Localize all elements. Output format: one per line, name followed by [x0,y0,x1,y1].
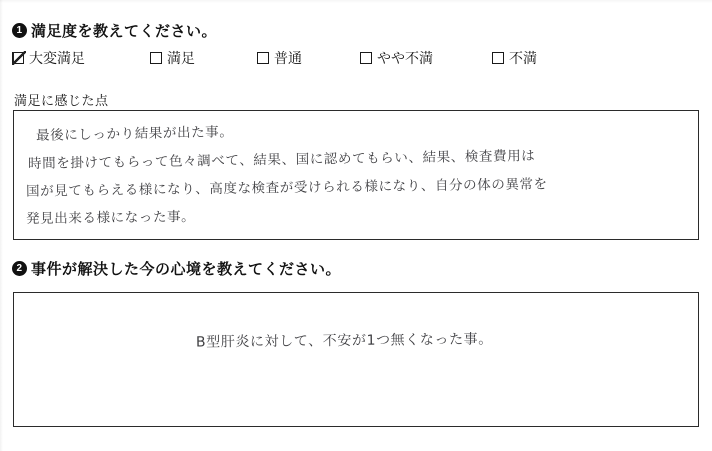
checkbox-satisfied[interactable] [150,52,162,64]
choice-label: やや不満 [377,50,433,66]
choice-somewhat-dissatisfied[interactable] [360,48,433,68]
scan-edge-top [0,0,712,3]
question-2-heading [12,258,341,279]
handwritten-line: 最後にしっかり結果が出た事。 [35,124,234,144]
question-1-number: 1 [12,23,27,38]
checkbox-very-satisfied[interactable] [12,52,24,64]
handwritten-line: 時間を掛けてもらって色々調べて、結果、国に認めてもらい、結果、検査費用は [27,148,536,172]
checkbox-dissatisfied[interactable] [492,52,504,64]
satisfaction-reason-label: 満足に感じた点 [14,93,109,108]
question-2-number: 2 [12,261,27,276]
question-2-text: 事件が解決した今の心境を教えてください。 [31,261,342,278]
question-1-text: 満足度を教えてください。 [31,23,218,40]
choice-satisfied[interactable] [150,48,195,68]
choice-label: 大変満足 [29,50,85,66]
answer-box-question-2[interactable] [13,292,699,427]
checkbox-neutral[interactable] [257,52,269,64]
choice-label: 満足 [167,50,195,66]
choice-very-satisfied[interactable] [12,48,85,68]
handwritten-line: 発見出来る様になった事。 [25,208,196,228]
choice-label: 普通 [274,50,302,66]
handwritten-line: 国が見てもらえる様になり、高度な検査が受けられる様になり、自分の体の異常を [25,176,548,200]
choice-label: 不満 [509,50,537,66]
question-1-heading [12,20,217,41]
choice-neutral[interactable] [257,48,302,68]
choice-dissatisfied[interactable] [492,48,537,68]
checkbox-somewhat-dissatisfied[interactable] [360,52,372,64]
satisfaction-choice-row [12,48,702,72]
handwritten-line: B型肝炎に対して、不安が1つ無くなった事。 [195,331,493,351]
scan-edge-left [0,0,3,451]
